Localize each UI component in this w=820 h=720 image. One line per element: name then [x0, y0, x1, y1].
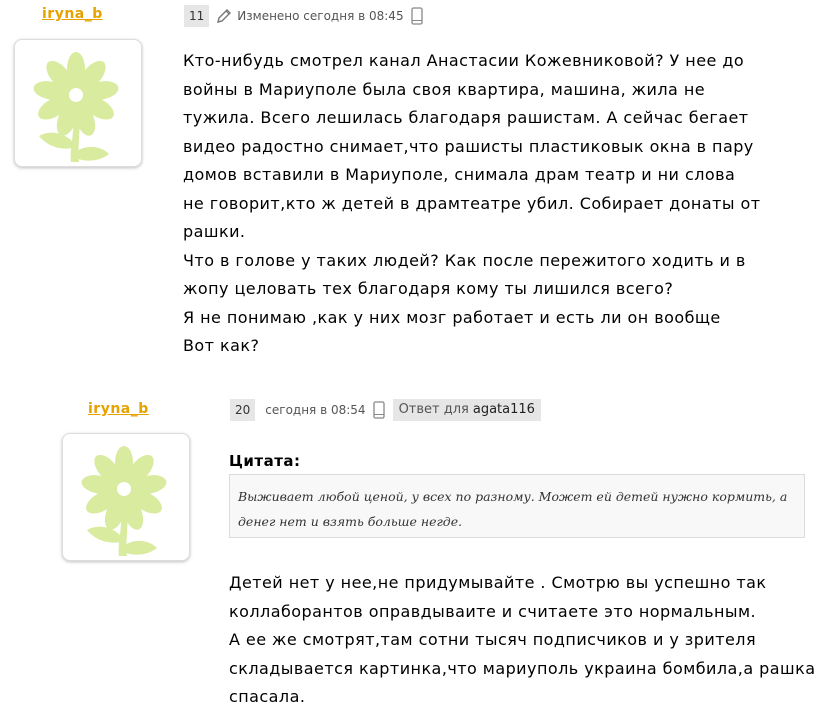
comment-author-link[interactable]: iryna_b [42, 6, 103, 22]
comment-text-line: спасала. [229, 687, 306, 706]
comment-text-line: Кто-нибудь смотрел канал Анастасии Кожевниковой? У нее до [183, 51, 745, 70]
comment-text-line: войны в Мариуполе была своя квартира, машина, жила не [183, 79, 706, 99]
reply-label: Ответ для [398, 402, 469, 417]
comment-number[interactable]: 11 [184, 5, 209, 27]
comment-text-line: Что в голове у таких людей? Как после пережитого ходить и в [183, 250, 746, 270]
comment-body [229, 569, 815, 712]
comment-number[interactable]: 20 [230, 399, 255, 421]
comment-text-line: не говорит,кто ж детей в драмтеатре убил. Собирает донаты от [183, 193, 761, 213]
flower-icon [63, 434, 189, 560]
comment-text-line: рашки. [183, 222, 246, 241]
author-avatar[interactable] [14, 39, 142, 167]
comment-text-line: Я не понимаю ,как у них мозг работает и есть ли он вообще [183, 307, 721, 327]
comment-text-line: Детей нет у нее,не придумывайте . Смотрю вы успешно так [229, 573, 767, 592]
comment-text-line: складывается картинка,что мариуполь украина бомбила,а рашка [229, 658, 816, 678]
comment-body [183, 47, 761, 361]
comment-meta [230, 399, 541, 421]
comment-text-line: А ее же смотрят,там сотни тысяч подписчиков и у зрителя [229, 630, 757, 649]
mobile-phone-icon [373, 401, 385, 419]
comment-text-line: коллаборантов оправдываите и считаете это нормальным. [229, 601, 756, 621]
author-avatar[interactable] [62, 433, 190, 561]
comment-author-link[interactable]: iryna_b [88, 401, 149, 417]
quote-text-line: денег нет и взять больше негде. [238, 514, 463, 529]
comment-timestamp: Изменено сегодня в 08:45 [237, 9, 404, 23]
comment-meta [184, 5, 423, 27]
comment-timestamp: сегодня в 08:54 [265, 403, 366, 417]
mobile-phone-icon [411, 7, 423, 25]
reply-to-badge[interactable] [393, 399, 541, 421]
comment-text-line: домов вставили в Мариуполе, снимала драм театр и ни слова [183, 165, 736, 184]
comment-text-line: видео радостно снимает,что рашисты пластиковык окна в пару [183, 136, 754, 156]
reply-to-user-link[interactable]: agata116 [472, 402, 535, 417]
quote-text-line: Выживает любой ценой, у всех по разному. Может ей детей нужно кормить, а [238, 489, 788, 504]
comment-text-line: жопу целовать тех благодаря кому ты лишился всего? [183, 279, 674, 298]
comment-text-line: Вот как? [183, 336, 260, 355]
flower-icon [15, 40, 141, 166]
quote-title: Цитата: [229, 452, 301, 470]
quote-block [229, 474, 805, 538]
pencil-icon [215, 7, 233, 25]
comment-text-line: тужила. Всего лешилась благодаря рашистам. А сейчас бегает [183, 108, 749, 127]
